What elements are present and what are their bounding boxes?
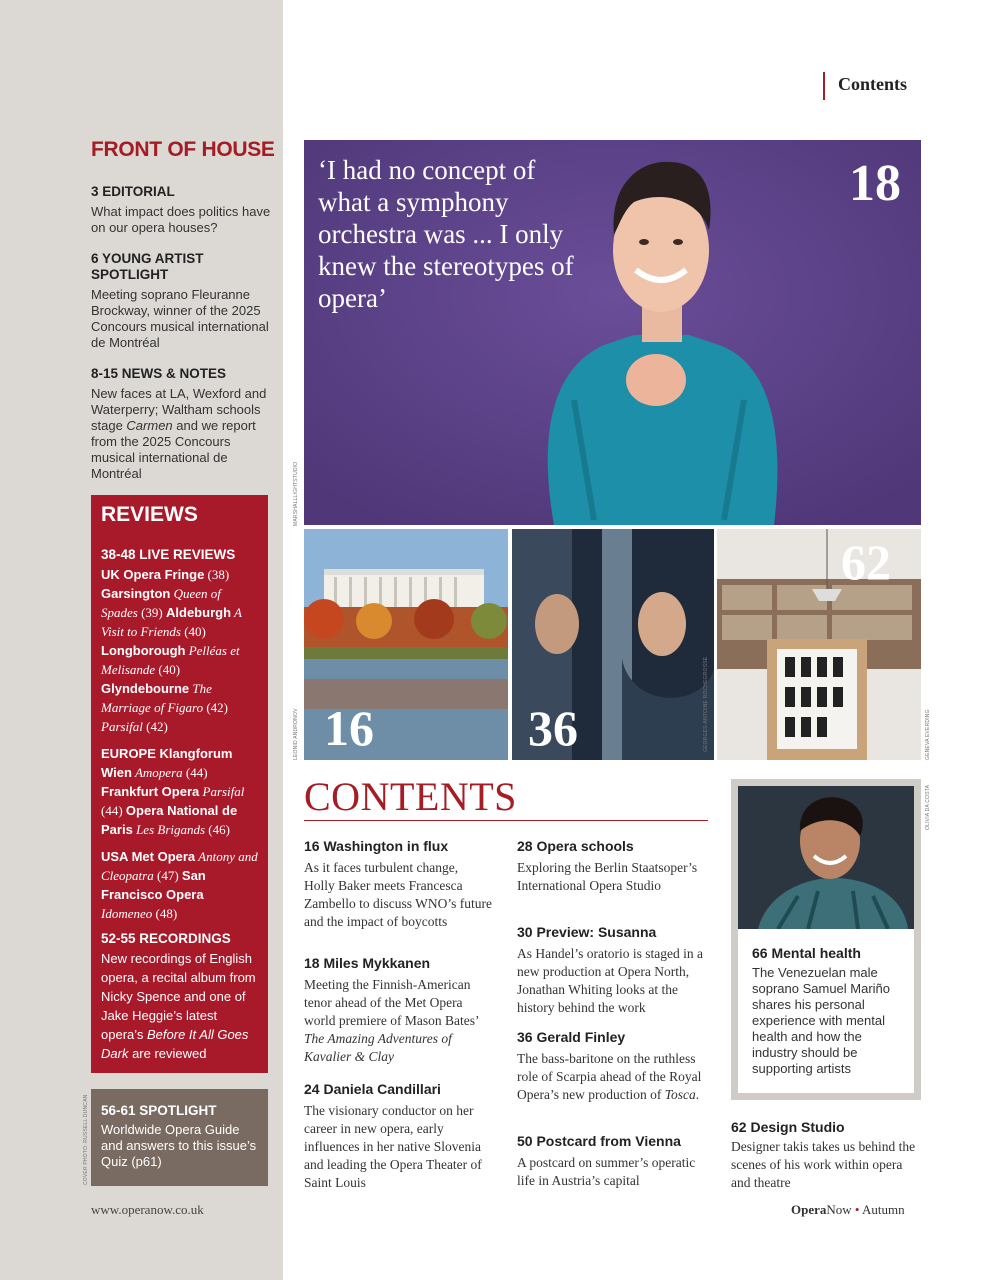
contents-entry[interactable]: [517, 1133, 705, 1190]
website-link[interactable]: www.operanow.co.uk: [91, 1202, 204, 1217]
thumb-credit: GENEVA EVERDING: [925, 709, 931, 760]
reviews-panel: [91, 495, 268, 1073]
contents-entry[interactable]: [731, 1119, 921, 1192]
contents-entry[interactable]: [517, 838, 705, 895]
spotlight-desc: Worldwide Opera Guide and answers to this issue’s Quiz (p61): [101, 1122, 257, 1169]
entry-title: 62 Design Studio: [731, 1119, 845, 1135]
entry-desc: Meeting the Finnish-American tenor ahead of the Met Opera world premiere of Mason Bates’ The Amazing Adventures of Kavalier & Clay: [304, 977, 479, 1064]
contents-entry[interactable]: [517, 924, 705, 1017]
thumb-credit: LEONID ANDRONOV: [293, 708, 299, 760]
entry-desc: As Handel’s oratorio is staged in a new production at Opera North, Jonathan Whiting looks at the history behind the work: [517, 946, 703, 1015]
foh-item-title: 3 EDITORIAL: [91, 184, 175, 199]
entry-title: 30 Preview: Susanna: [517, 924, 657, 940]
contents-entry[interactable]: [304, 838, 492, 931]
hero-image[interactable]: [304, 140, 921, 525]
live-reviews-title[interactable]: 38-48 LIVE REVIEWS: [101, 547, 236, 562]
hero-quote: ‘I had no concept of what a symphony orchestra was ... I only knew the stereotypes of opera’: [318, 155, 574, 313]
spotlight-title: 56-61 SPOTLIGHT: [101, 1103, 217, 1118]
reviews-europe: EUROPE Klangforum Wien Amopera (44) Frankfurt Opera Parsifal (44) Opera National de Paris Les Brigands (46): [101, 746, 245, 837]
recordings-title[interactable]: 52-55 RECORDINGS: [101, 931, 231, 946]
contents-heading: CONTENTS: [304, 774, 517, 819]
foh-item-title: 6 YOUNG ARTIST SPOTLIGHT: [91, 251, 204, 282]
thumb-page-number: 62: [841, 534, 891, 590]
foh-item-news[interactable]: [91, 366, 273, 482]
entry-title: 16 Washington in flux: [304, 838, 449, 854]
cover-credit: COVER PHOTO: RUSSELL DUNCAN: [83, 1094, 89, 1185]
mental-health-title: 66 Mental health: [752, 945, 861, 961]
thumb-design[interactable]: [717, 529, 921, 760]
brand-opera: Opera: [791, 1202, 827, 1217]
mental-health-credit: OLIVIA DA COSTA: [925, 784, 931, 830]
contents-entry[interactable]: [304, 955, 492, 1066]
reviews-uk: UK Opera Fringe (38) Garsington Queen of Spades (39) Aldeburgh A Visit to Friends (40) Longborough Pelléas et Melisande (40) Glyndebourne The Marriage of Figaro (42) Parsifal (42): [101, 567, 242, 734]
entry-title: 36 Gerald Finley: [517, 1029, 626, 1045]
hero-page-number: 18: [849, 155, 901, 212]
thumb-finley[interactable]: [512, 529, 714, 760]
entry-desc: The bass-baritone on the ruthless role of Scarpia ahead of the Royal Opera’s new production of Tosca.: [517, 1051, 702, 1102]
mental-health-card[interactable]: [731, 779, 921, 1100]
footer-brand: [791, 1202, 905, 1218]
mental-health-photo: [738, 786, 914, 929]
foh-item-desc: Meeting soprano Fleuranne Brockway, winner of the 2025 Concours musical international de Montréal: [91, 287, 269, 350]
entry-desc: Designer takis takes us behind the scenes of his work within opera and theatre: [731, 1139, 916, 1190]
reviews-heading: REVIEWS: [101, 503, 198, 526]
reviews-usa: USA Met Opera Antony and Cleopatra (47) San Francisco Opera Idomeneo (48): [101, 849, 258, 921]
entry-desc: A postcard on summer’s operatic life in Austria’s capital: [517, 1155, 696, 1188]
contents-entry[interactable]: [304, 1081, 492, 1192]
entry-desc: Exploring the Berlin Staatsoper’s International Opera Studio: [517, 860, 698, 893]
mariño-portrait: [738, 786, 914, 929]
entry-desc: The visionary conductor on her career in new opera, early influences in her native Slovenia and leading the Opera Theater of Saint Louis: [304, 1103, 482, 1190]
foh-item-editorial[interactable]: [91, 184, 273, 236]
hero-credit: MARSHALLLIGHTSTUDIO: [293, 461, 299, 526]
entry-title: 18 Miles Mykkanen: [304, 955, 431, 971]
recordings-desc: New recordings of English opera, a recital album from Nicky Spence and one of Jake Heggie’s latest opera’s Before It All Goes Dark are reviewed: [101, 951, 256, 1061]
entry-title: 24 Daniela Candillari: [304, 1081, 441, 1097]
header-rule: [823, 72, 825, 100]
foh-item-title: 8-15 NEWS & NOTES: [91, 366, 227, 381]
entry-title: 28 Opera schools: [517, 838, 634, 854]
spotlight-panel[interactable]: [91, 1089, 268, 1186]
issue-label: Autumn: [862, 1202, 905, 1217]
contents-rule: [304, 820, 708, 821]
thumb-page-number: 16: [324, 700, 374, 756]
contents-entry[interactable]: [517, 1029, 705, 1104]
foh-item-desc: New faces at LA, Wexford and Waterperry; Waltham schools stage Carmen and we report from the 2025 Concours musical international de Montréal: [91, 386, 267, 481]
front-of-house-heading: FRONT OF HOUSE: [91, 138, 275, 161]
bullet-icon: •: [854, 1202, 860, 1217]
thumb-page-number: 36: [528, 700, 578, 756]
section-title: Contents: [838, 74, 908, 94]
thumb-washington[interactable]: [304, 529, 508, 760]
entry-title: 50 Postcard from Vienna: [517, 1133, 681, 1149]
mental-health-text: [738, 929, 914, 1093]
foh-item-young-artist[interactable]: [91, 251, 273, 351]
entry-desc: As it faces turbulent change, Holly Baker meets Francesca Zambello to discuss WNO’s future and the impact of boycotts: [304, 860, 492, 929]
thumb-credit: GEORGES-ANTOINE ROCHEGROSSE: [703, 656, 709, 752]
brand-now: Now: [826, 1202, 852, 1217]
mental-health-desc: The Venezuelan male soprano Samuel Mariño shares his personal experience with mental health and how the industry should be supporting artists: [752, 965, 891, 1076]
foh-item-desc: What impact does politics have on our opera houses?: [91, 204, 271, 235]
